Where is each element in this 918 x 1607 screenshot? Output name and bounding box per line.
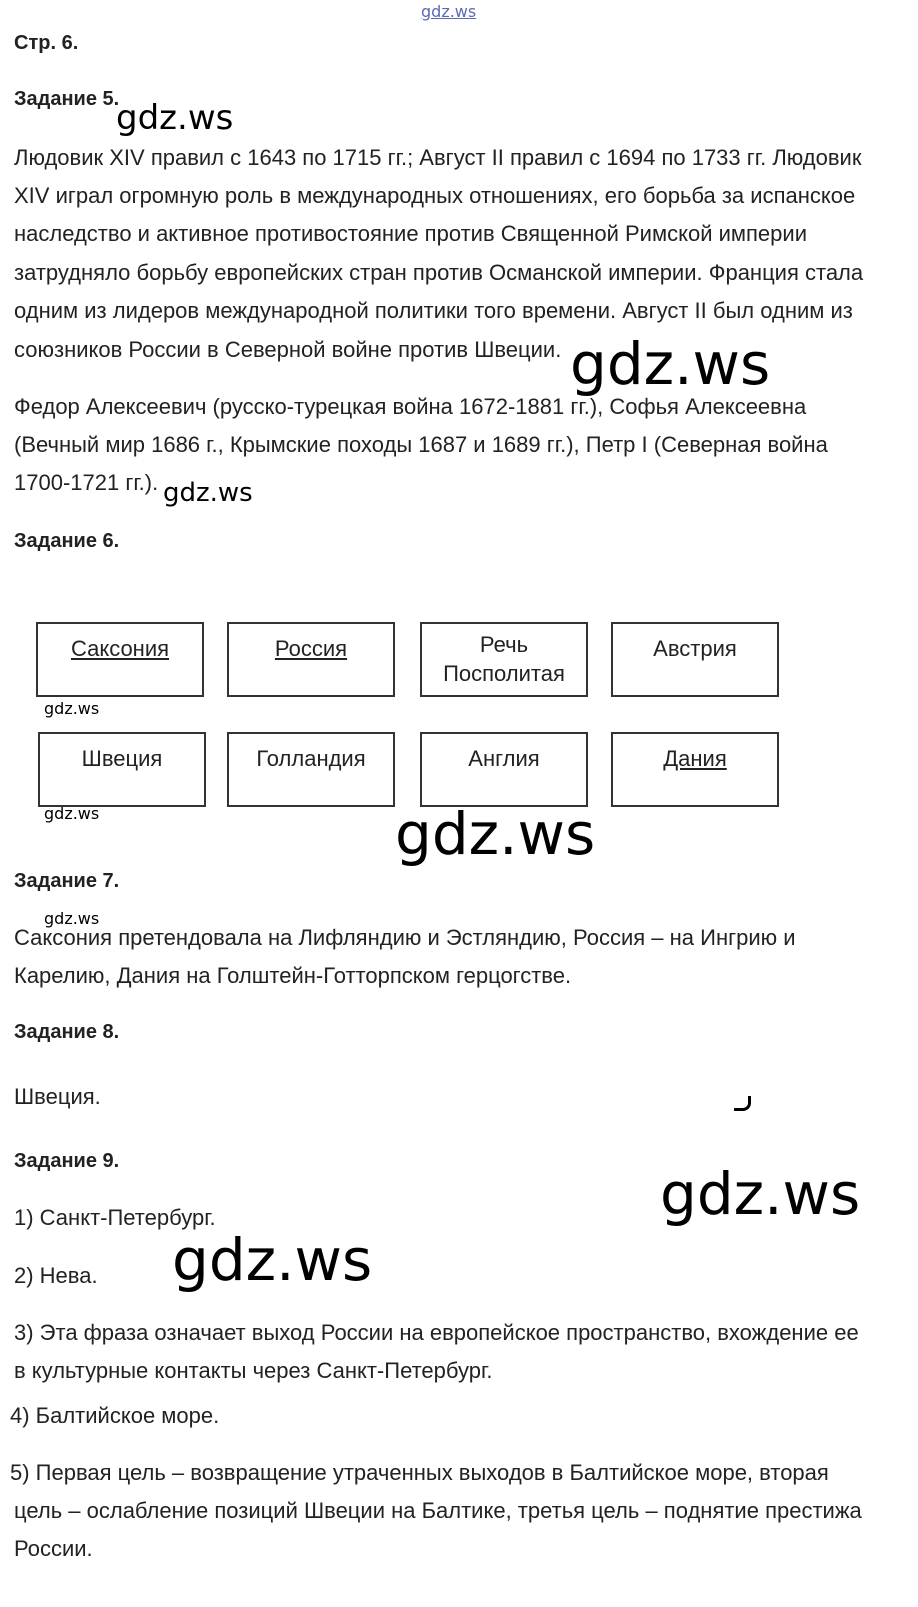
watermark-top[interactable]: gdz.ws <box>421 2 477 21</box>
watermark: gdz.ws <box>44 909 100 928</box>
task9-title: Задание 9. <box>14 1150 120 1172</box>
task6-title: Задание 6. <box>14 530 120 552</box>
task7-line-1: Саксония претендовала на Лифляндию и Эстляндию, Россия – на Ингрию и <box>14 925 796 950</box>
country-name: Швеция <box>81 746 163 771</box>
country-name: Россия <box>274 636 348 661</box>
task5-line-5: одним из лидеров международной политики того времени. Август II был одним из <box>14 298 853 323</box>
country-box-rzeczpospolita <box>420 622 588 697</box>
country-box-austria <box>611 622 779 697</box>
country-box-england <box>420 732 588 807</box>
country-box-saxony <box>36 622 204 697</box>
task9-item-5-line-3: России. <box>14 1536 93 1561</box>
country-name: Австрия <box>653 636 737 661</box>
country-box-denmark <box>611 732 779 807</box>
task5-line-2: XIV играл огромную роль в международных отношениях, его борьба за испанское <box>14 183 856 208</box>
task5-line-8: (Вечный мир 1686 г., Крымские походы 1687 и 1689 гг.), Петр I (Северная война <box>14 432 828 457</box>
task9-item-2: 2) Нева. <box>14 1263 98 1288</box>
task9-item-5-line-1: 5) Первая цель – возвращение утраченных выходов в Балтийское море, вторая <box>10 1460 829 1485</box>
task9-item-3-line-2: в культурные контакты через Санкт-Петербург. <box>14 1358 493 1383</box>
task5-line-4: затрудняло борьбу европейских стран против Османской империи. Франция стала <box>14 260 864 285</box>
page-label: Стр. 6. <box>14 32 79 54</box>
country-name: Саксония <box>70 636 170 661</box>
task5-line-1: Людовик XIV правил с 1643 по 1715 гг.; Август II правил с 1694 по 1733 гг. Людовик <box>14 145 862 170</box>
watermark: gdz.ws <box>44 804 100 823</box>
country-name: Дания <box>663 746 727 771</box>
task8-title: Задание 8. <box>14 1021 120 1043</box>
task5-line-7: Федор Алексеевич (русско-турецкая война 1672-1881 гг.), Софья Алексеевна <box>14 394 807 419</box>
country-name: Голландия <box>256 746 366 771</box>
watermark: gdz.ws <box>660 1160 861 1228</box>
task9-item-1: 1) Санкт-Петербург. <box>14 1205 216 1230</box>
task9-item-3-line-1: 3) Эта фраза означает выход России на европейское пространство, вхождение ее <box>14 1320 859 1345</box>
country-name-line1: Речь <box>479 632 529 657</box>
watermark: gdz.ws <box>163 478 253 508</box>
watermark: gdz.ws <box>570 330 771 398</box>
country-name: Англия <box>468 746 540 771</box>
task5-title: Задание 5. <box>14 88 120 110</box>
task5-line-3: наследство и активное противостояние против Священной Римской империи <box>14 221 807 246</box>
task9-item-5-line-2: цель – ослабление позиций Швеции на Балтике, третья цель – поднятие престижа <box>14 1498 862 1523</box>
task5-line-9: 1700-1721 гг.). <box>14 470 159 495</box>
task7-line-2: Карелию, Дания на Голштейн-Готторпском герцогстве. <box>14 963 572 988</box>
task8-answer: Швеция. <box>14 1084 101 1109</box>
watermark: gdz.ws <box>44 699 100 718</box>
watermark: gdz.ws <box>172 1226 373 1294</box>
country-box-sweden <box>38 732 206 807</box>
watermark: gdz.ws <box>395 800 596 868</box>
task9-item-4: 4) Балтийское море. <box>10 1403 220 1428</box>
watermark: gdz.ws <box>116 98 234 138</box>
country-name-line2: Посполитая <box>443 661 565 686</box>
task5-line-6: союзников России в Северной войне против Швеции. <box>14 337 562 362</box>
stray-mark <box>734 1096 751 1111</box>
country-box-holland <box>227 732 395 807</box>
country-box-russia <box>227 622 395 697</box>
task7-title: Задание 7. <box>14 870 120 892</box>
